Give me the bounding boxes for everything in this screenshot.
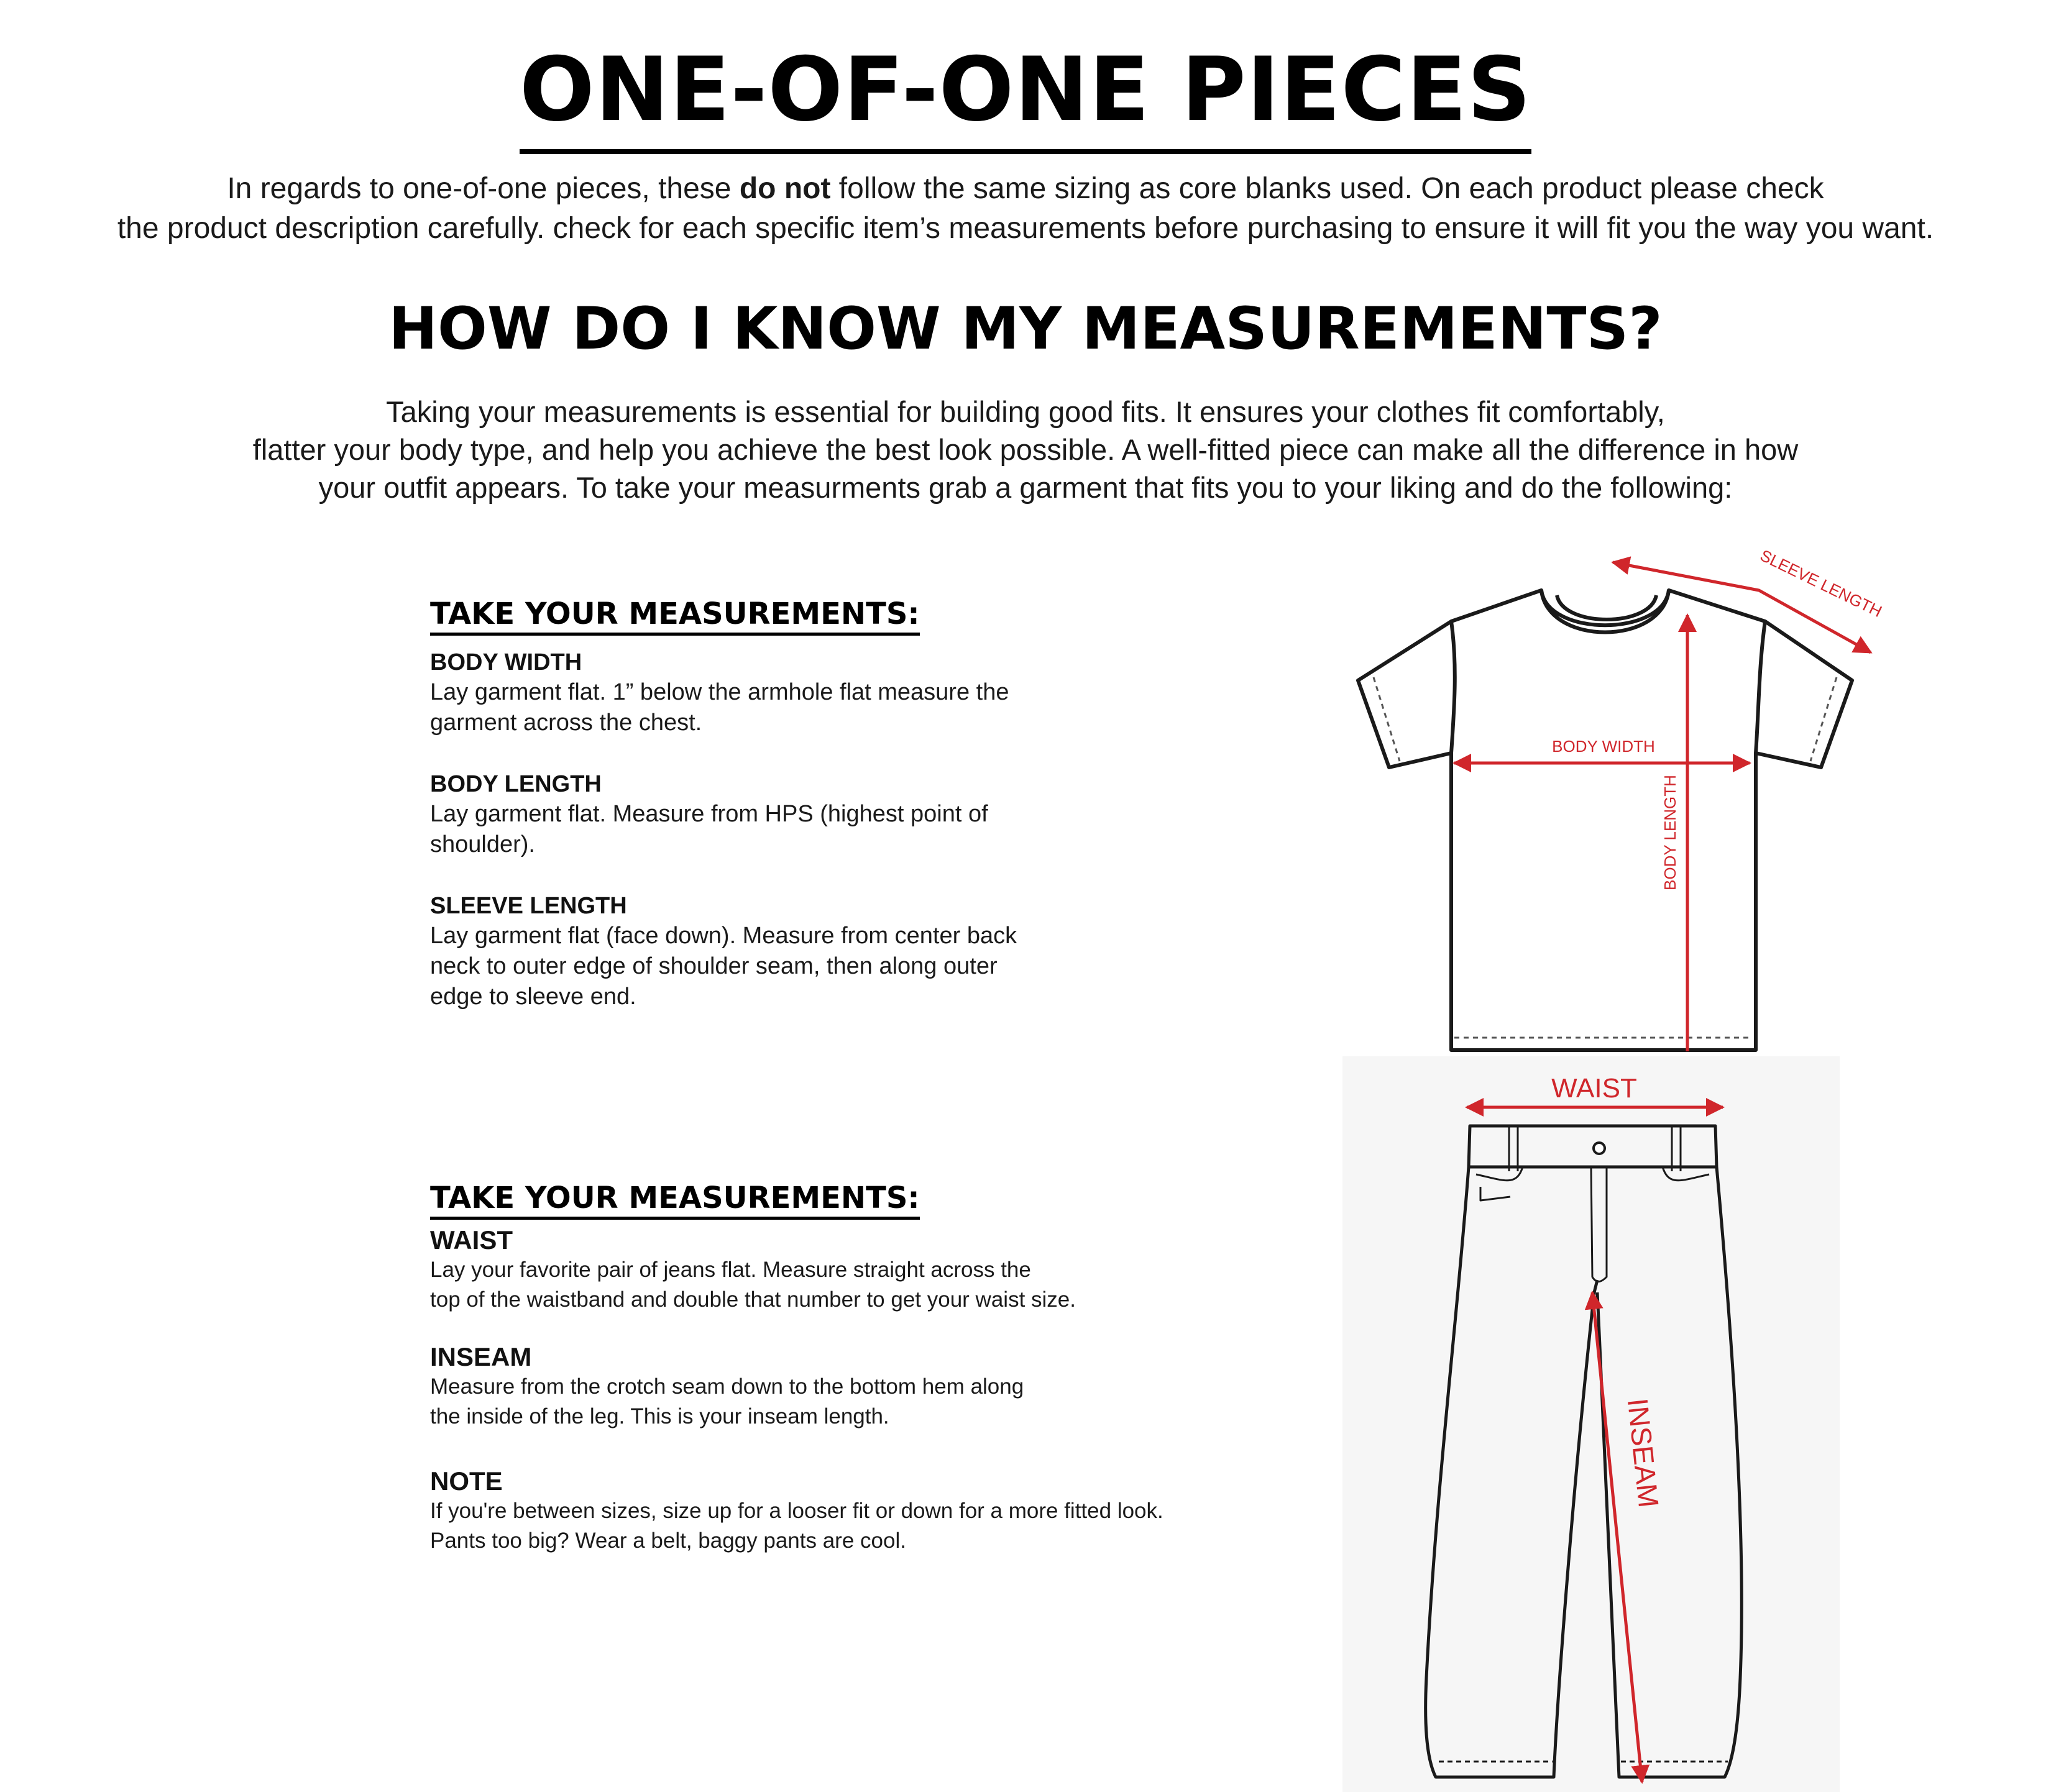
body-width-text: Lay garment flat. 1” below the armhole flat measure the garment across the chest. xyxy=(430,679,1009,736)
howto-heading: HOW DO I KNOW MY MEASUREMENTS? xyxy=(388,295,1663,363)
sleeve-length-label: SLEEVE LENGTH xyxy=(1757,546,1885,621)
howto-paragraph: Taking your measurements is essential for building good fits. It ensures your clothes fit comfortably, flatter your body type, and help you achieve the best look possible. A well-fitted piece can make all the difference in how your outfit appears. To take your measurments grab a garment that fits you to your liking and do the following: xyxy=(252,395,1799,504)
button-icon xyxy=(1594,1143,1605,1154)
body-length-label: BODY LENGTH xyxy=(1661,775,1679,890)
shirt-instructions xyxy=(430,595,1300,1012)
inseam-label: INSEAM xyxy=(1621,1396,1665,1509)
waist-title: WAIST xyxy=(430,1225,513,1255)
note-title: NOTE xyxy=(430,1466,503,1496)
sleeve-length-text: Lay garment flat (face down). Measure from center back neck to outer edge of shoulder seam, then along outer edge to sleeve end. xyxy=(430,923,1017,1010)
page-title: ONE-OF-ONE PIECES xyxy=(0,37,2051,154)
tshirt-outline xyxy=(1358,590,1852,1050)
body-length-text: Lay garment flat. Measure from HPS (highest point of shoulder). xyxy=(430,801,988,857)
note-text: If you're between sizes, size up for a looser fit or down for a more fitted look. Pants too big? Wear a belt, baggy pants are cool. xyxy=(430,1499,1163,1553)
intro-text: In regards to one-of-one pieces, these do not follow the same sizing as core blanks used. On each product please check the product description carefully. check for each specific item’s measurements before purchasing to ensure it will fit you the way you want. xyxy=(117,172,1934,245)
pants-instructions xyxy=(430,1179,1300,1556)
waist-text: Lay your favorite pair of jeans flat. Measure straight across the top of the waistband and double that number to get your waist size. xyxy=(430,1258,1076,1312)
jeans-diagram xyxy=(1342,1056,1840,1792)
pants-section-heading: TAKE YOUR MEASUREMENTS: xyxy=(430,1179,1300,1217)
sleeve-length-title: SLEEVE LENGTH xyxy=(430,893,627,919)
intro-emphasis: do not xyxy=(739,172,831,205)
waist-label: WAIST xyxy=(1551,1073,1637,1104)
inseam-text: Measure from the crotch seam down to the bottom hem along the inside of the leg. This is your inseam length. xyxy=(430,1374,1024,1429)
body-width-label: BODY WIDTH xyxy=(1552,737,1655,756)
tshirt-diagram xyxy=(1330,522,1885,1063)
body-length-title: BODY LENGTH xyxy=(430,771,602,797)
body-width-title: BODY WIDTH xyxy=(430,649,582,675)
inseam-title: INSEAM xyxy=(430,1342,532,1371)
shirt-section-heading: TAKE YOUR MEASUREMENTS: xyxy=(430,595,1300,633)
